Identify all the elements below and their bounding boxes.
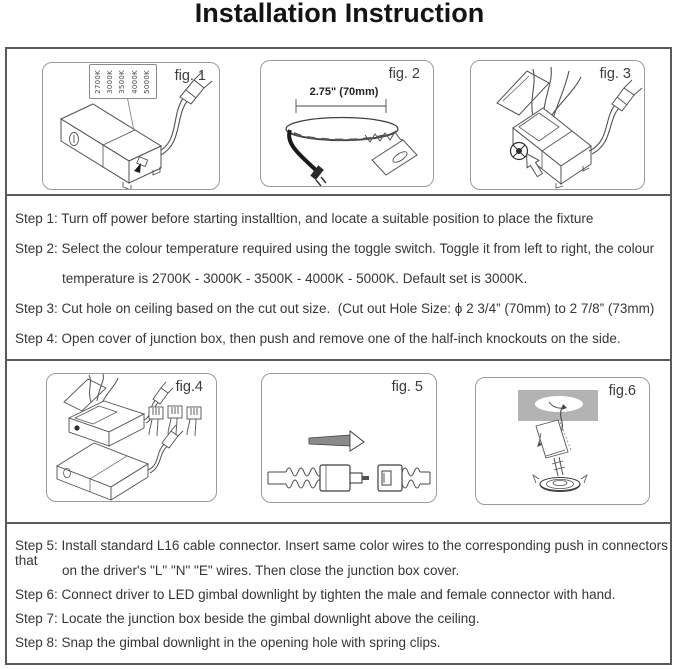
figure-panel-fig4 xyxy=(46,373,217,502)
cct-option-3000k: 3000K xyxy=(106,69,115,94)
page-title: Installation Instruction xyxy=(194,0,485,28)
step-5-text: Step 5: Install standard L16 cable connector. Insert same color wires to the corresponding push in connectors that xyxy=(15,538,672,568)
figure-panel-fig3 xyxy=(470,60,645,190)
fig2-label: fig. 2 xyxy=(388,66,420,82)
figure-panel-fig2 xyxy=(260,60,434,187)
step-2-text: Step 2: Select the colour temperature required using the toggle switch. Toggle it from left to right, the colour xyxy=(15,241,655,256)
step-5-continued-text: on the driver's "L" "N" "E" wires. Then close the junction box cover. xyxy=(62,563,460,578)
section-divider-1 xyxy=(7,194,670,196)
step-3-text: Step 3: Cut hole on ceiling based on the cut out size. (Cut out Hole Size: ϕ 2 3/4” (70mm) to 2 7/8” (73mm) xyxy=(15,301,655,316)
step-1-text: Step 1: Turn off power before starting installtion, and locate a suitable position to place the fixture xyxy=(15,211,594,226)
fig5-label: fig. 5 xyxy=(391,379,423,395)
cct-switch-label-box xyxy=(89,64,157,99)
fig4-label: fig.4 xyxy=(175,379,203,395)
cct-option-2700k: 2700K xyxy=(94,69,103,94)
cutout-dimension-label: 2.75" (70mm) xyxy=(309,86,379,98)
step-2-continued-text: temperature is 2700K - 3000K - 3500K - 4000K - 5000K. Default set is 3000K. xyxy=(62,271,528,286)
figure-panel-fig1 xyxy=(42,62,220,190)
step-7-text: Step 7: Locate the junction box beside the gimbal downlight above the ceiling. xyxy=(15,611,480,626)
figure-panel-fig5 xyxy=(261,373,437,503)
fig1-label: fig. 1 xyxy=(174,68,206,84)
cct-option-3500k: 3500K xyxy=(118,69,127,94)
step-4-text: Step 4: Open cover of junction box, then push and remove one of the half-inch knockouts on the side. xyxy=(15,331,621,346)
figure-panel-fig6 xyxy=(475,377,650,505)
step-6-text: Step 6: Connect driver to LED gimbal downlight by tighten the male and female connector with hand. xyxy=(15,587,616,602)
fig3-label: fig. 3 xyxy=(599,66,631,82)
step-8-text: Step 8: Snap the gimbal downlight in the opening hole with spring clips. xyxy=(15,635,441,650)
cct-option-5000k: 5000K xyxy=(142,69,151,94)
cct-option-4000k: 4000K xyxy=(130,69,139,94)
section-divider-2 xyxy=(7,359,670,361)
content-frame xyxy=(5,47,672,665)
fig6-label: fig.6 xyxy=(608,383,636,399)
section-divider-3 xyxy=(7,522,670,524)
